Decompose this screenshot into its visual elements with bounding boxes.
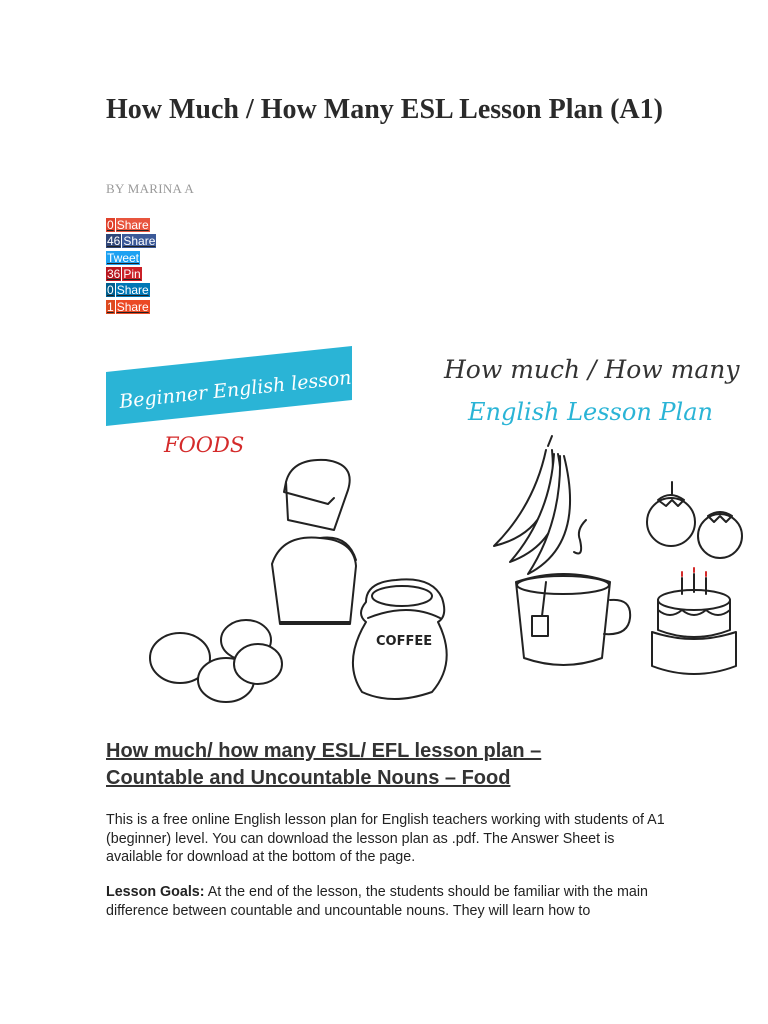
- lesson-goals-paragraph: [106, 883, 666, 920]
- coffee-label: COFFEE: [376, 634, 433, 649]
- intro-paragraph: This is a free online English lesson plan for English teachers working with students of A1 (beginner) level. You can download the lesson plan as .pdf. The Answer Sheet is available for download at the bottom of the page.: [106, 812, 665, 865]
- share-button-google-plus[interactable]: [106, 217, 156, 233]
- share-label: Share: [116, 299, 149, 314]
- article-subtitle-link[interactable]: How much/ how many ESL/ EFL lesson plan – Countable and Uncountable Nouns – Food: [106, 740, 542, 789]
- potatoes-icon: [150, 620, 282, 702]
- share-label: Share: [123, 234, 156, 249]
- share-buttons: [106, 217, 156, 315]
- lesson-goals-text: At the end of the lesson, the students should be familiar with the main difference between countable and uncountable nouns. They will learn how to: [106, 884, 648, 919]
- share-button-facebook[interactable]: [106, 233, 156, 249]
- article-title: How Much / How Many ESL Lesson Plan (A1): [106, 94, 663, 125]
- share-label: Tweet: [107, 250, 140, 265]
- foods-text: FOODS: [164, 433, 245, 457]
- bananas-icon: [494, 436, 570, 574]
- share-button-linkedin[interactable]: [106, 282, 156, 298]
- share-count: 1: [107, 299, 114, 314]
- share-label: Share: [116, 218, 149, 233]
- share-count: 0: [107, 218, 114, 233]
- share-button-stumbleupon[interactable]: [106, 298, 156, 314]
- author-byline: BY MARINA A: [106, 181, 195, 196]
- share-label: Pin: [123, 267, 141, 282]
- tomatoes-icon: [647, 482, 742, 558]
- hero-title-line2: English Lesson Plan: [468, 398, 713, 426]
- share-button-twitter[interactable]: [106, 250, 156, 266]
- hero-illustration: [106, 342, 750, 724]
- lesson-hero-image: [106, 342, 750, 724]
- toast-slice-icon: [284, 460, 350, 530]
- share-count: 36: [107, 267, 121, 282]
- banner-text: Beginner English lesson: [118, 366, 353, 413]
- bread-loaf-icon: [272, 537, 356, 624]
- birthday-cake-icon: [652, 568, 736, 674]
- share-button-pinterest[interactable]: [106, 266, 156, 282]
- lesson-goals-label: Lesson Goals:: [106, 884, 205, 900]
- hero-title-line1: How much / How many: [444, 355, 740, 384]
- share-label: Share: [116, 283, 149, 298]
- share-count: 46: [107, 234, 121, 249]
- share-count: 0: [107, 283, 114, 298]
